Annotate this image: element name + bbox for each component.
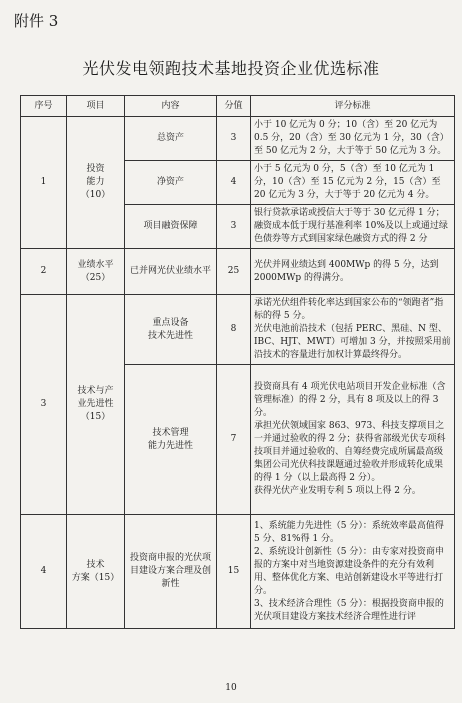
score-cell: 4	[217, 161, 251, 205]
criteria-cell: 小于 10 亿元为 0 分；10（含）至 20 亿元为 0.5 分，20（含）至 30 亿元为 1 分，30（含）至 50 亿元为 2 分，大于等于 50 亿元为 3 分。	[251, 117, 455, 161]
section-number: 4	[21, 515, 67, 629]
section-item: 技术 方案（15）	[67, 515, 125, 629]
content-cell: 已并网光伏业绩水平	[125, 249, 217, 295]
attachment-label: 附件 3	[14, 12, 59, 30]
page-number: 10	[225, 683, 237, 693]
section-item: 技术与产 业先进性 （15）	[67, 295, 125, 515]
section-number: 2	[21, 249, 67, 295]
score-cell: 8	[217, 295, 251, 365]
section-item: 业绩水平 （25）	[67, 249, 125, 295]
criteria-table	[20, 95, 455, 629]
header-score: 分值	[217, 96, 251, 117]
content-cell: 投资商申报的光伏项目建设方案合理及创新性	[125, 515, 217, 629]
table-row	[21, 249, 455, 295]
criteria-cell: 银行贷款承诺或授信大于等于 30 亿元得 1 分；融资成本低于现行基准利率 10%及以上或通过绿色债券等方式到国家绿色融资方式的得 2 分	[251, 205, 455, 249]
criteria-cell: 光伏并网业绩达到 400MWp 的得 5 分，达到 2000MWp 的得满分。	[251, 249, 455, 295]
content-cell: 净资产	[125, 161, 217, 205]
document-title: 光伏发电领跑技术基地投资企业优选标准	[82, 59, 380, 78]
table-header-row	[21, 96, 455, 117]
criteria-cell: 投资商具有 4 项光伏电站项目开发企业标准（含管理标准）的得 2 分，具有 8 项及以上的得 3 分。 承担光伏领域国家 863、973、科技支撑项目之一并通过验收的得 2 分；获得省部级光伏专项科技项目并通过验收的、自筹经费完成所属最高级集团公司光伏科技课题通过验收并形成转化成果的得 1 分（以上最高得 2 分）。 获得光伏产业发明专利 5 项以上得 2 分。	[251, 365, 455, 515]
table-body	[21, 117, 455, 629]
section-item: 投资 能力 （10）	[67, 117, 125, 249]
score-cell: 25	[217, 249, 251, 295]
table-row	[21, 117, 455, 161]
score-cell: 3	[217, 205, 251, 249]
content-cell: 技术管理 能力先进性	[125, 365, 217, 515]
score-cell: 15	[217, 515, 251, 629]
header-item: 项目	[67, 96, 125, 117]
header-no: 序号	[21, 96, 67, 117]
score-cell: 7	[217, 365, 251, 515]
criteria-cell: 小于 5 亿元为 0 分，5（含）至 10 亿元为 1 分，10（含）至 15 亿元为 2 分，15（含）至 20 亿元为 3 分，大于等于 20 亿元为 4 分。	[251, 161, 455, 205]
header-content: 内容	[125, 96, 217, 117]
score-cell: 3	[217, 117, 251, 161]
table-row	[21, 515, 455, 629]
criteria-cell: 1、系统能力先进性（5 分）：系统效率最高值得 5 分、81%得 1 分。 2、系统设计创新性（5 分）：由专家对投资商申报的方案中对当地资源建设条件的充分有效利用、整体优化方案、电站创新建设水平等进行打分。 3、技术经济合理性（5 分）：根据投资商申报的光伏项目建设方案技术经济合理性进行评	[251, 515, 455, 629]
content-cell: 重点设备 技术先进性	[125, 295, 217, 365]
header-criteria: 评分标准	[251, 96, 455, 117]
content-cell: 项目融资保障	[125, 205, 217, 249]
section-number: 1	[21, 117, 67, 249]
table-row	[21, 295, 455, 365]
criteria-cell: 承诺光伏组件转化率达到国家公布的“领跑者”指标的得 5 分。 光伏电池前沿技术（包括 PERC、黑硅、N 型、IBC、HJT、MWT）可增加 3 分，并按照采用前沿技术的容量进行加权计算最终得分。	[251, 295, 455, 365]
section-number: 3	[21, 295, 67, 515]
content-cell: 总资产	[125, 117, 217, 161]
